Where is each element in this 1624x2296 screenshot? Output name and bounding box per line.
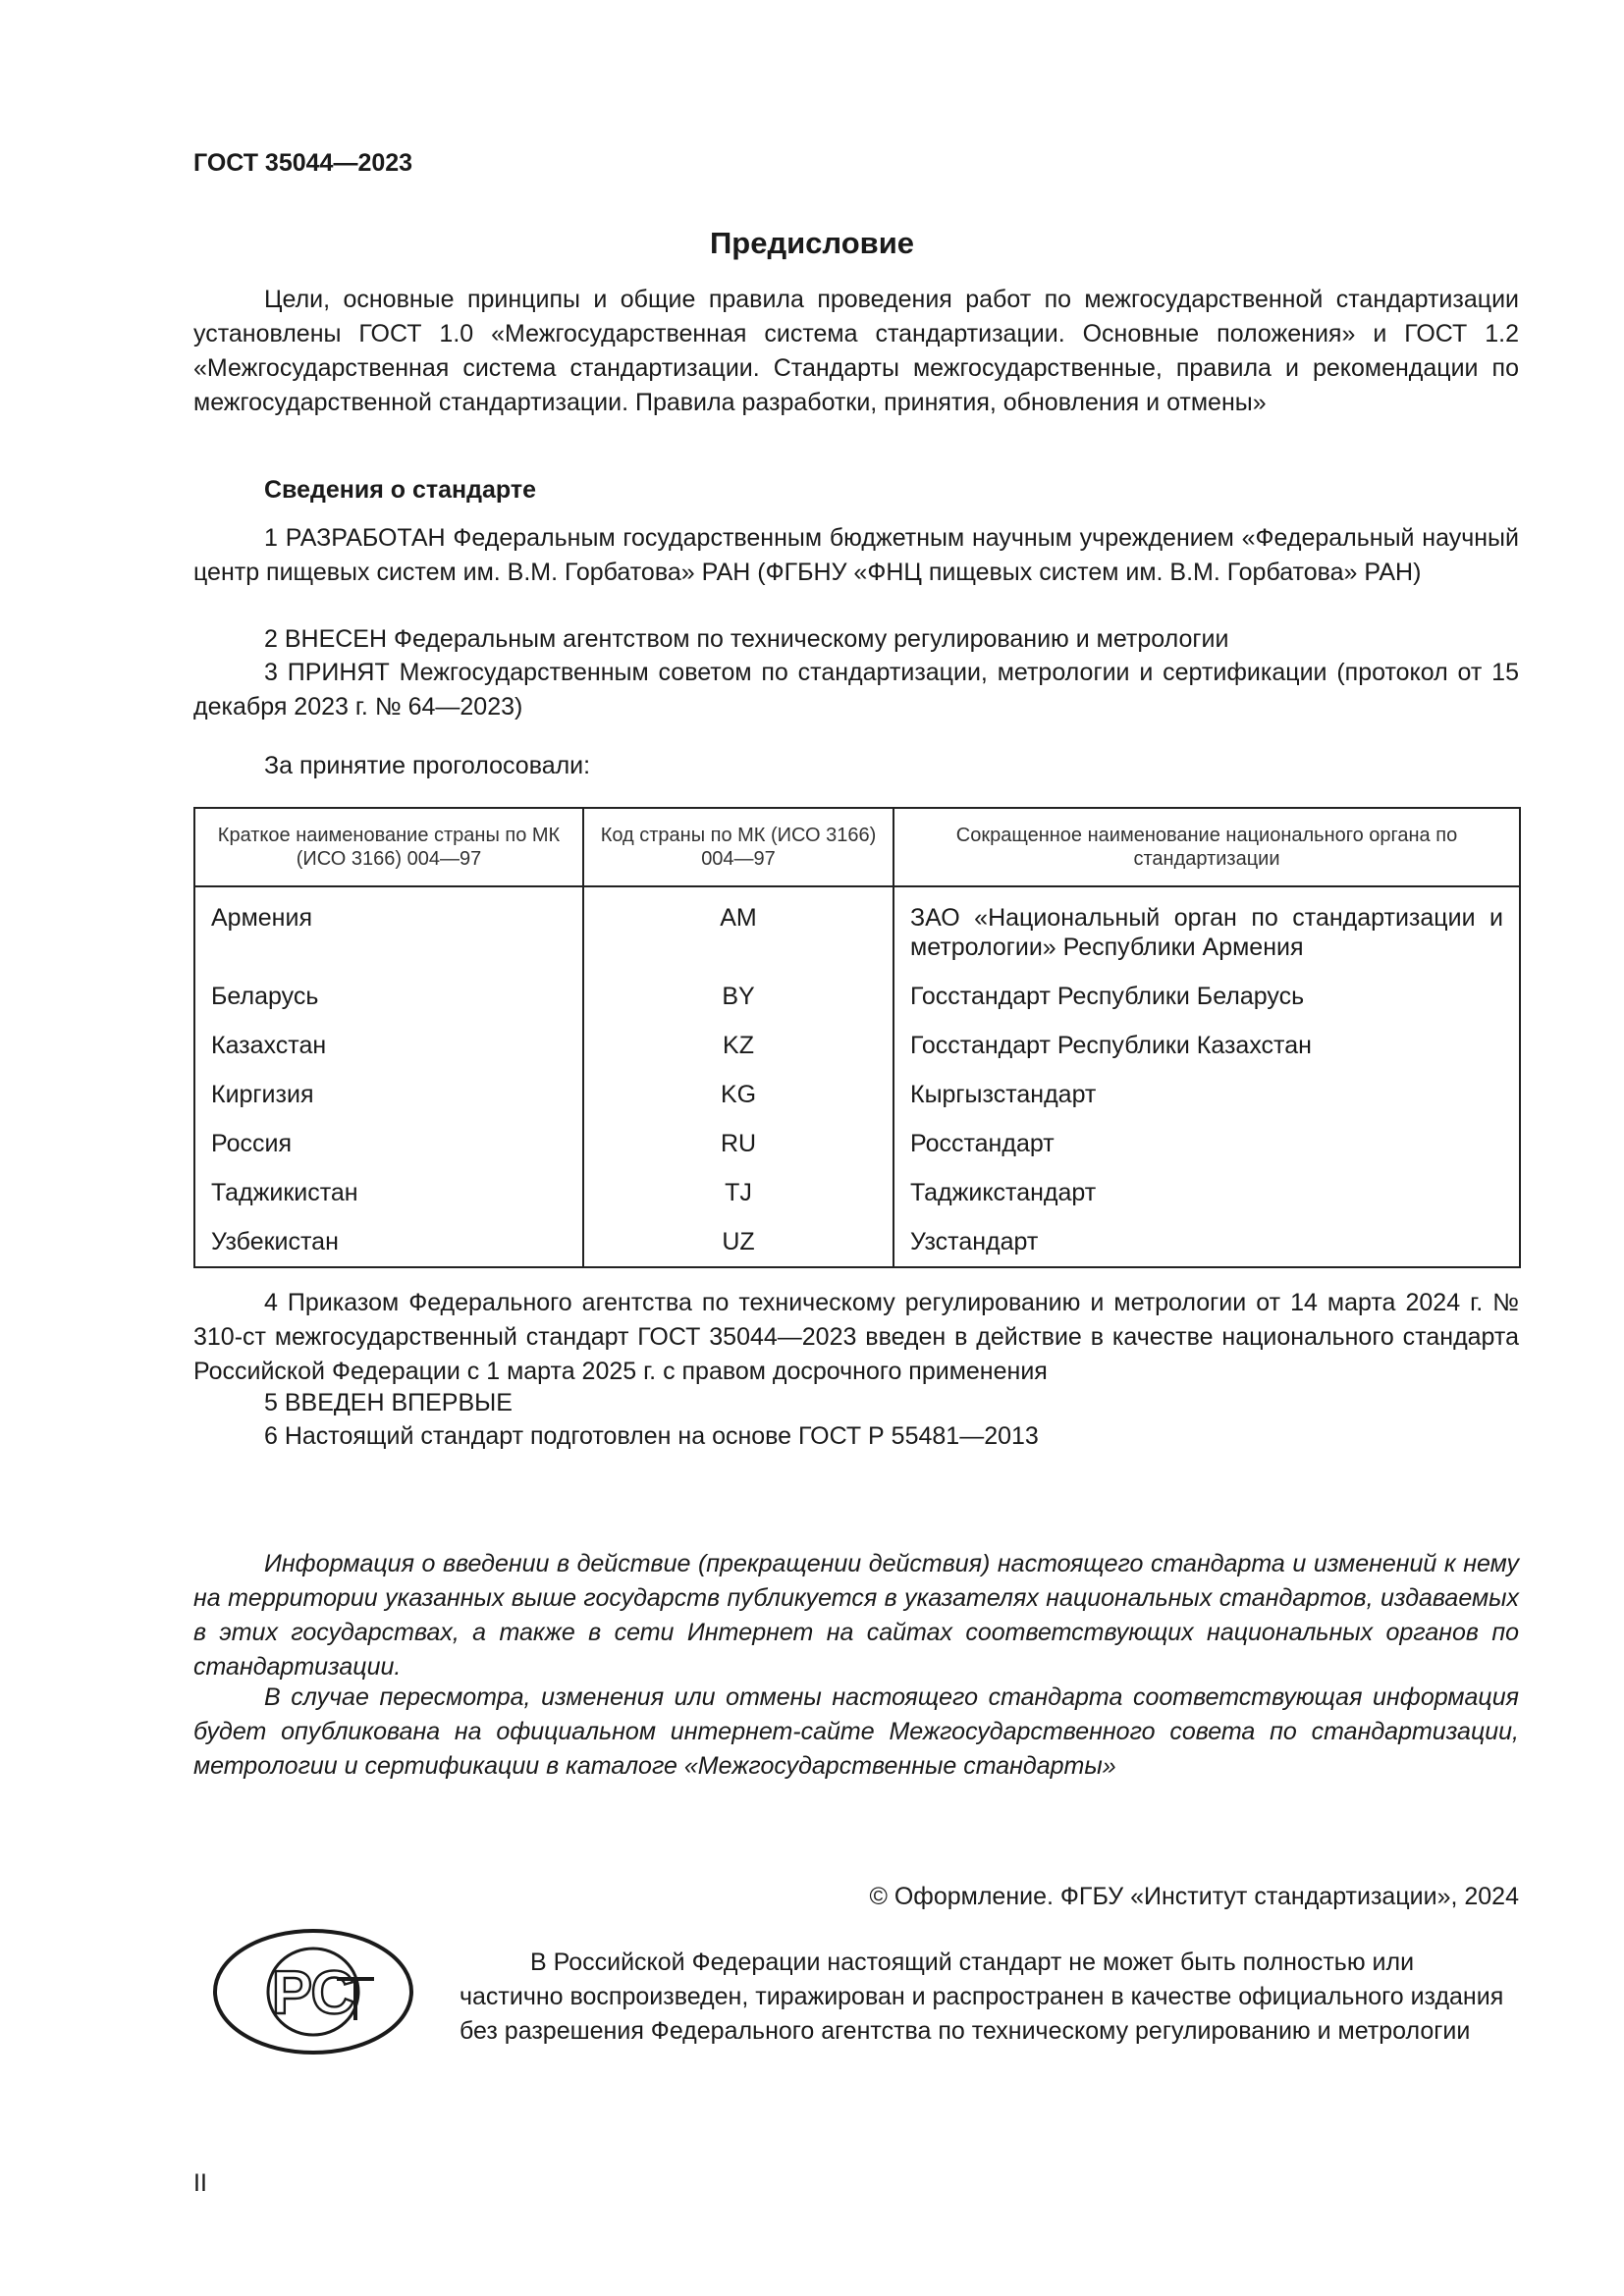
- table-row: [194, 962, 1520, 1011]
- vote-intro: За принятие проголосовали:: [264, 752, 591, 779]
- body-cell: ЗАО «Национальный орган по стандартизации и метрологии» Республики Армения: [893, 886, 1520, 962]
- table-row: [194, 1158, 1520, 1207]
- info-item-4: [193, 1286, 1519, 1389]
- body-cell: Таджикстандарт: [893, 1158, 1520, 1207]
- country-cell: Россия: [194, 1109, 583, 1158]
- info-item-3-text: 3 ПРИНЯТ Межгосударственным советом по стандартизации, метрологии и сертификации (протокол от 15 декабря 2023 г. № 64—2023): [193, 659, 1519, 721]
- code-cell: UZ: [583, 1207, 893, 1267]
- info-item-6-text: 6 Настоящий стандарт подготовлен на основе ГОСТ Р 55481—2013: [264, 1422, 1039, 1450]
- reproduction-notice: [460, 1946, 1519, 2049]
- table-row: [194, 1060, 1520, 1109]
- code-cell: AM: [583, 886, 893, 962]
- info-item-4-text: 4 Приказом Федерального агентства по техническому регулированию и метрологии от 14 марта 2024 г. № 310-ст межгосударственный стандарт ГОСТ 35044—2023 введен в действие в качестве национального стандарта Российской Федерации с 1 марта 2025 г. с правом досрочного применения: [193, 1289, 1519, 1385]
- info-item-5: [193, 1386, 1519, 1420]
- info-item-5-text: 5 ВВЕДЕН ВПЕРВЫЕ: [264, 1389, 513, 1416]
- info-item-6: [193, 1419, 1519, 1454]
- gost-r-certification-mark-icon: [211, 1926, 415, 2062]
- table-row: [194, 1011, 1520, 1060]
- svg-text:РС: РС: [271, 1959, 355, 2027]
- code-cell: KZ: [583, 1011, 893, 1060]
- voting-countries-table: [193, 807, 1521, 1268]
- intro-text: Цели, основные принципы и общие правила проведения работ по межгосударственной стандартизации установлены ГОСТ 1.0 «Межгосударственная система стандартизации. Основные положения» и ГОСТ 1.2 «Межгосударственная система стандартизации. Стандарты межгосударственные, правила и рекомендации по межгосударственной стандартизации. Правила разработки, принятия, обновления и отмены»: [193, 286, 1519, 416]
- code-cell: KG: [583, 1060, 893, 1109]
- italic-note-1: [193, 1547, 1519, 1684]
- intro-paragraph: [193, 283, 1519, 420]
- country-cell: Армения: [194, 886, 583, 962]
- country-cell: Узбекистан: [194, 1207, 583, 1267]
- header-country-name: Краткое наименование страны по МК (ИСО 3166) 004—97: [194, 808, 583, 886]
- body-cell: Узстандарт: [893, 1207, 1520, 1267]
- body-cell: Росстандарт: [893, 1109, 1520, 1158]
- page-title: Предисловие: [709, 226, 914, 260]
- copyright-line: © Оформление. ФГБУ «Институт стандартизации», 2024: [869, 1883, 1519, 1910]
- country-cell: Киргизия: [194, 1060, 583, 1109]
- country-cell: Беларусь: [194, 962, 583, 1011]
- code-cell: TJ: [583, 1158, 893, 1207]
- header-national-body: Сокращенное наименование национального органа по стандартизации: [893, 808, 1520, 886]
- country-cell: Казахстан: [194, 1011, 583, 1060]
- header-country-code: Код страны по МК (ИСО 3166) 004—97: [583, 808, 893, 886]
- info-item-2-text: 2 ВНЕСЕН Федеральным агентством по техническому регулированию и метрологии: [264, 625, 1229, 653]
- reproduction-notice-text: В Российской Федерации настоящий стандарт не может быть полностью или частично воспроизведен, тиражирован и распространен в качестве официального издания без разрешения Федерального агентства по техническому регулированию и метрологии: [460, 1949, 1504, 2045]
- info-item-2: [193, 622, 1519, 657]
- code-cell: RU: [583, 1109, 893, 1158]
- table-row: [194, 886, 1520, 962]
- body-cell: Госстандарт Республики Казахстан: [893, 1011, 1520, 1060]
- italic-note-2-text: В случае пересмотра, изменения или отмены настоящего стандарта соответствующая информация будет опубликована на официальном интернет-сайте Межгосударственного совета по стандартизации, метрологии и сертификации в каталоге «Межгосударственные стандарты»: [193, 1683, 1519, 1780]
- info-heading: Сведения о стандарте: [264, 476, 537, 504]
- page-number: II: [193, 2169, 207, 2197]
- italic-note-1-text: Информация о введении в действие (прекращении действия) настоящего стандарта и изменений к нему на территории указанных выше государств публикуется в указателях национальных стандартов, издаваемых в этих государствах, а также в сети Интернет на сайтах соответствующих национальных органов по стандартизации.: [193, 1550, 1519, 1681]
- info-item-3: [193, 656, 1519, 724]
- italic-note-2: [193, 1681, 1519, 1784]
- table-header-row: [194, 808, 1520, 886]
- info-item-1-text: 1 РАЗРАБОТАН Федеральным государственным бюджетным научным учреждением «Федеральный научный центр пищевых систем им. В.М. Горбатова» РАН (ФГБНУ «ФНЦ пищевых систем им. В.М. Горбатова» РАН): [193, 524, 1519, 586]
- table-row: [194, 1207, 1520, 1267]
- country-cell: Таджикистан: [194, 1158, 583, 1207]
- body-cell: Госстандарт Республики Беларусь: [893, 962, 1520, 1011]
- table-row: [194, 1109, 1520, 1158]
- code-cell: BY: [583, 962, 893, 1011]
- body-cell: Кыргызстандарт: [893, 1060, 1520, 1109]
- info-item-1: [193, 521, 1519, 590]
- document-id-header: ГОСТ 35044—2023: [193, 149, 413, 177]
